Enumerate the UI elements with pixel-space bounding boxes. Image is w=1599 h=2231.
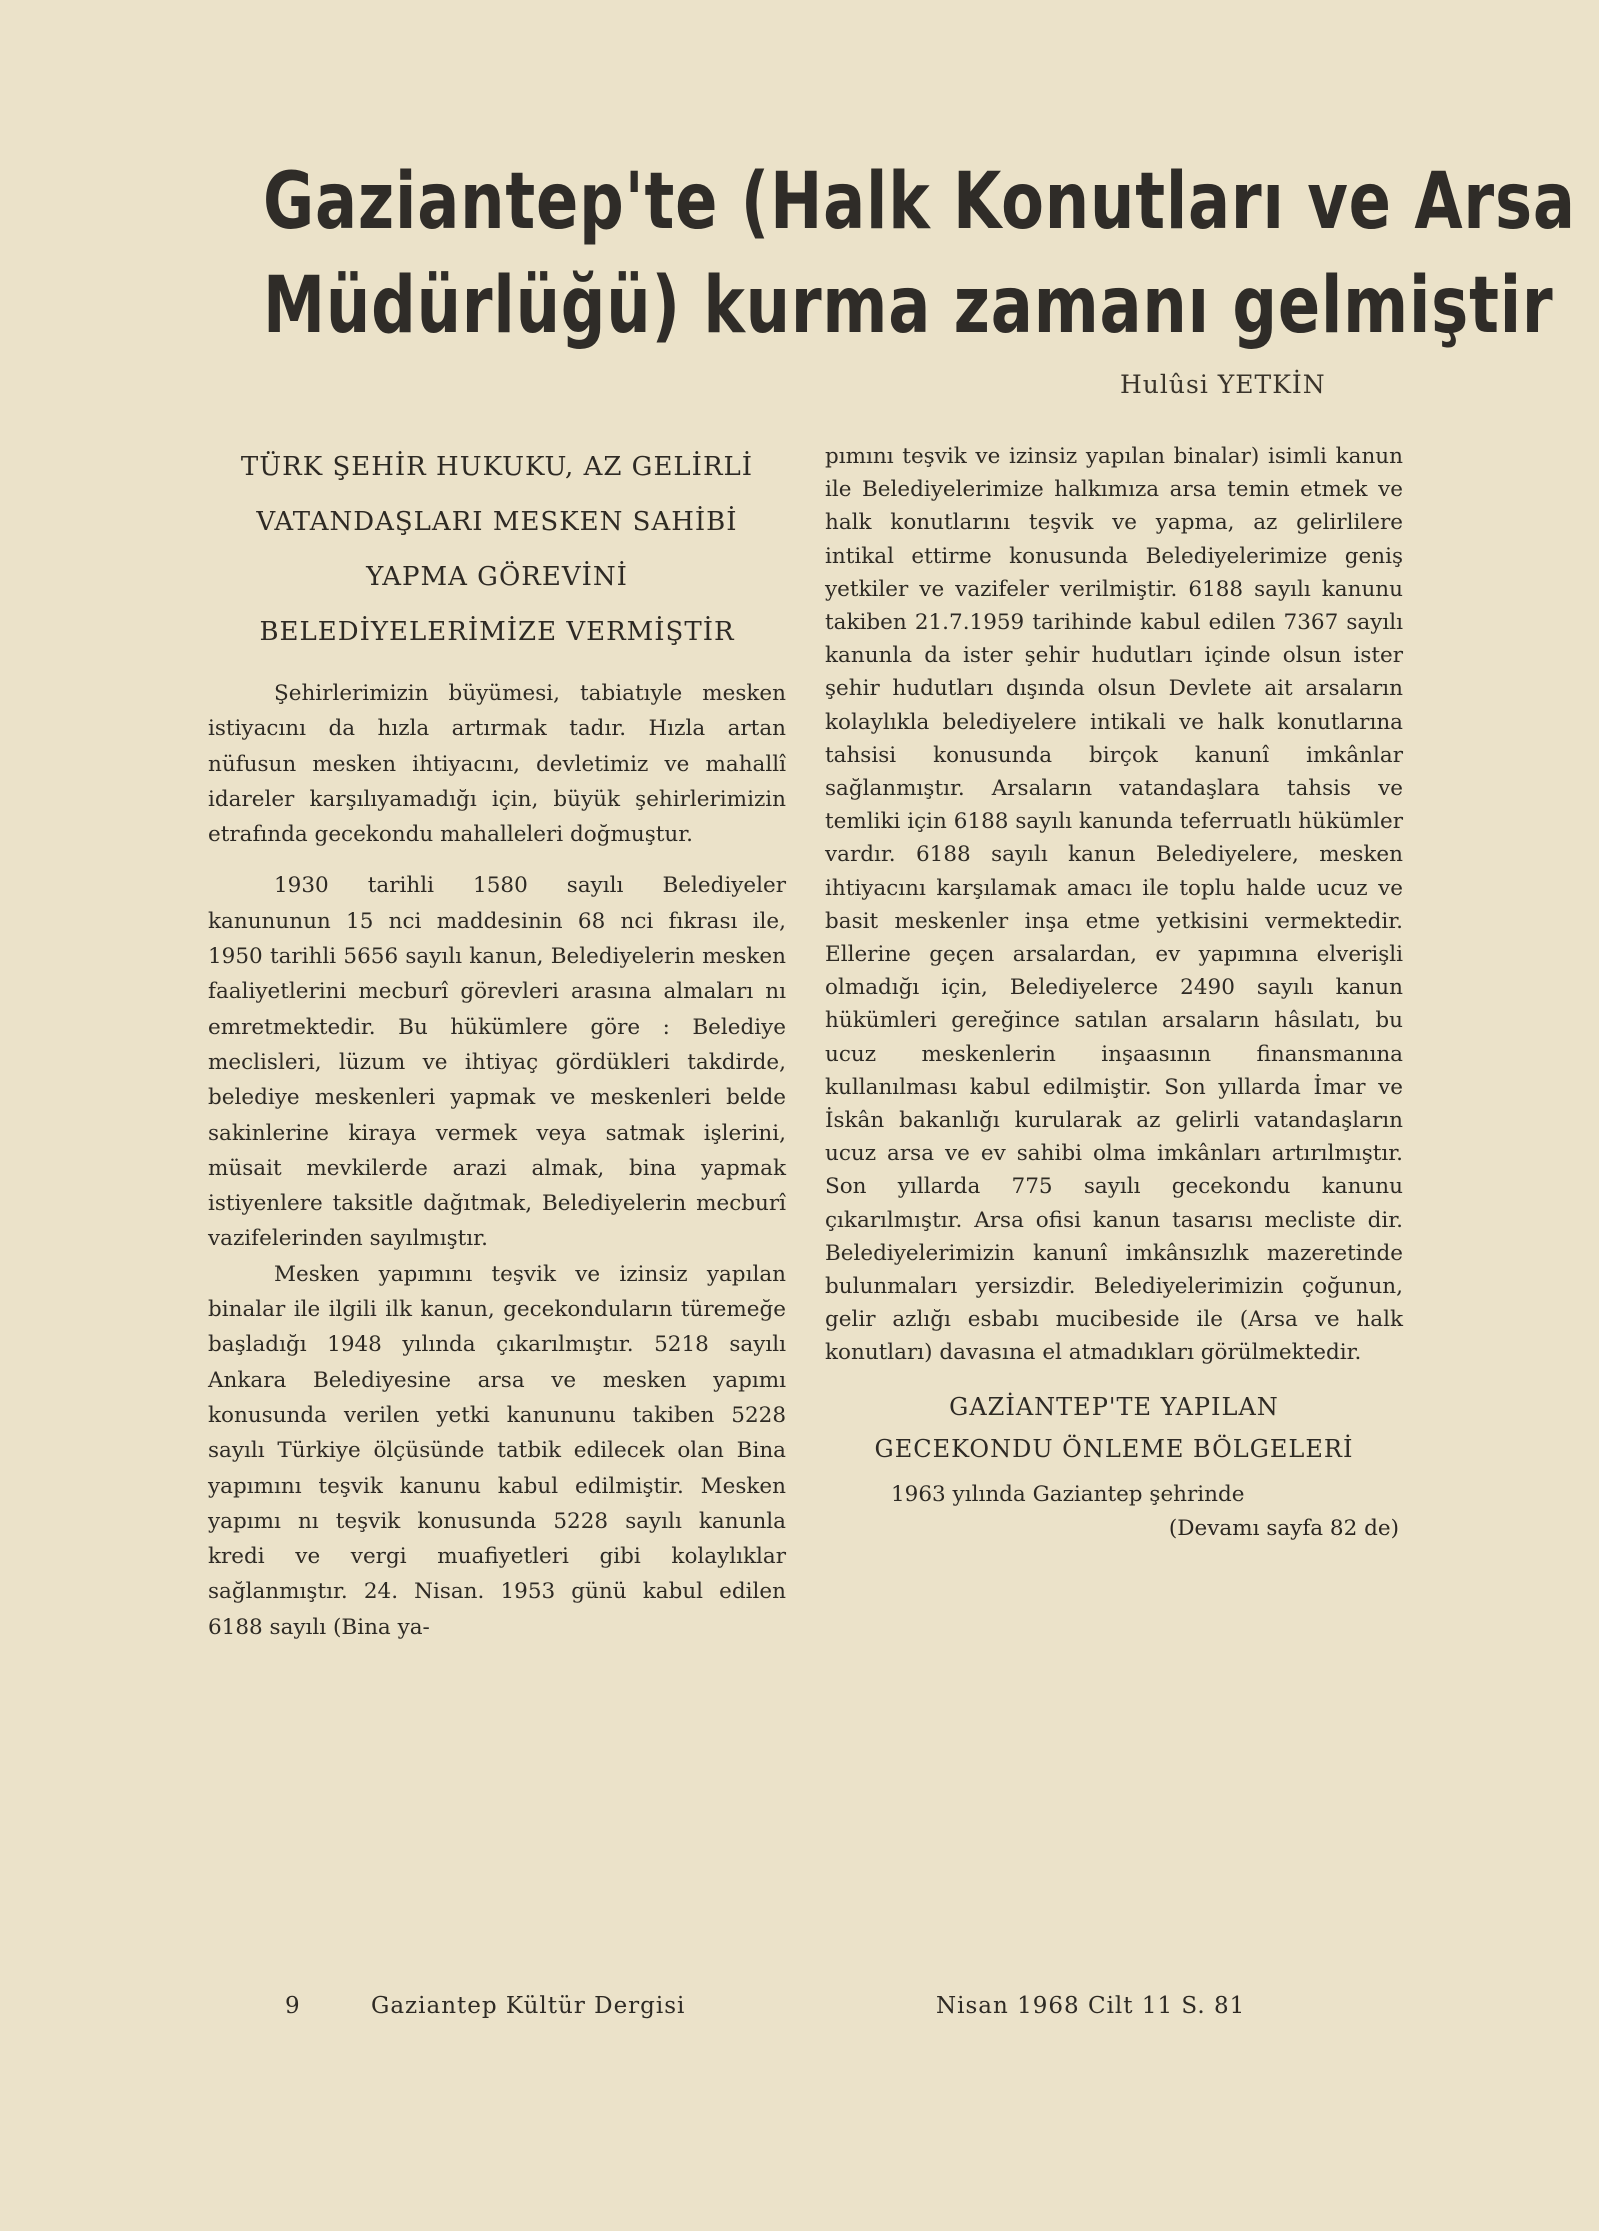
body-paragraph: Şehirlerimizin büyümesi, tabiatıyle mesken istiyacını da hızla artırmak tadır. Hızla artan nüfusun mesken ihtiyacını, devletimiz ve mahallî idareler karşılıyamadığı için, büyük şehirlerimizin etrafında gecekondu mahalleleri doğmuştur. [208,681,786,848]
section-heading-line: TÜRK ŞEHİR HUKUKU, AZ GELİRLİ [240,452,754,482]
section-heading-line: BELEDİYELERİMİZE VERMİŞTİR [259,617,735,647]
continued-note: (Devamı sayfa 82 de) [1168,1515,1399,1541]
left-column [208,440,786,1645]
publication-name: Gaziantep Kültür Dergisi [370,1993,686,2019]
article-title-line-1: Gaziantep'te (Halk Konutları ve Arsa [263,157,1576,247]
issue-info: Nisan 1968 Cilt 11 S. 81 [936,1993,1246,2019]
body-paragraph: pımını teşvik ve izinsiz yapılan binalar) isimli kanun ile Belediyelerimize halkımıza arsa temin etmek ve halk konutlarını teşvik ve yapma, az gelirlilere intikal ettirme konusunda Belediyelerimize geniş yetkiler ve vazifeler verilmiştir. 6188 sayılı kanunu takiben 21.7.1959 tarihinde kabul edilen 7367 sayılı kanunla da ister şehir hudutları içinde olsun ister şehir hudutları dışında olsun Devlete ait arsaların kolaylıkla belediyelere intikali ve halk konutlarına tahsisi konusunda birçok kanunî imkânlar sağlanmıştır. Arsaların vatandaşlara tahsis ve temliki için 6188 sayılı kanunda teferruatlı hükümler vardır. 6188 sayılı kanun Belediyelere, mesken ihtiyacını karşılamak amacı ile toplu halde ucuz ve basit meskenler inşa etme yetkisini vermektedir. Ellerine geçen arsalardan, ev yapımına elverişli olmadığı için, Belediyelerce 2490 sayılı kanun hükümleri gereğince satılan arsaların hâsılatı, bu ucuz meskenlerin inşaasının finansmanına kullanılması kabul edilmiştir. Son yıllarda İmar ve İskân bakanlığı kurularak az gelirli vatandaşların ucuz arsa ve ev sahibi olma imkânları artırılmıştır. Son yıllarda 775 sayılı gecekondu kanunu çıkarılmıştır. Arsa ofisi kanun tasarısı mecliste dir. Belediyelerimizin kanunî imkânsızlık mazeretinde bulunmaları yersizdir. Belediyelerimizin çoğunun, gelir azlığı esbabı mucibeside ile (Arsa ve halk konutları) davasına el atmadıkları görülmektedir. [825,444,1403,1366]
body-paragraph: Mesken yapımını teşvik ve izinsiz yapılan binalar ile ilgili ilk kanun, gecekonduların türemeğe başladığı 1948 yılında çıkarılmıştır. 5218 sayılı Ankara Belediyesine arsa ve mesken yapımı konusunda verilen yetki kanununu takiben 5228 sayılı Türkiye ölçüsünde tatbik edilecek olan Bina yapımını teşvik kanunu kabul edilmiştir. Mesken yapımı nı teşvik konusunda 5228 sayılı kanunla kredi ve vergi muafiyetleri gibi kolaylıklar sağlanmıştır. 24. Nisan. 1953 günü kabul edilen 6188 sayılı (Bina ya- [208,1261,786,1640]
right-column [825,440,1403,1546]
section-heading-line: YAPMA GÖREVİNİ [366,562,628,592]
article-title-line-2: Müdürlüğü) kurma zamanı gelmiştir [263,261,1554,351]
section-heading-line: VATANDAŞLARI MESKEN SAHİBİ [256,507,738,537]
body-paragraph: 1930 tarihli 1580 sayılı Belediyeler kanununun 15 nci maddesinin 68 nci fıkrası ile, 1950 tarihli 5656 sayılı kanun, Belediyelerin mesken faaliyetlerini mecburî görevleri arasına almaları nı emretmektedir. Bu hükümlere göre : Belediye meclisleri, lüzum ve ihtiyaç gördükleri takdirde, belediye meskenleri yapmak ve meskenleri belde sakinlerine kiraya vermek veya satmak işlerini, müsait mevkilerde arazi almak, bina yapmak istiyenlere taksitle dağıtmak, Belediyelerin mecburî vazifelerinden sayılmıştır. [208,873,786,1252]
section-subheading-line: GECEKONDU ÖNLEME BÖLGELERİ [874,1434,1354,1463]
author-name: Hulûsi YETKİN [1120,370,1326,399]
section-subheading-line: GAZİANTEP'TE YAPILAN [949,1392,1279,1421]
footer-left [285,1993,685,2019]
section-subheading [825,1386,1403,1470]
section-heading [208,440,786,660]
body-paragraph: 1963 yılında Gaziantep şehrinde [891,1481,1245,1507]
page-number: 9 [285,1993,301,2019]
article-title [263,150,1576,358]
